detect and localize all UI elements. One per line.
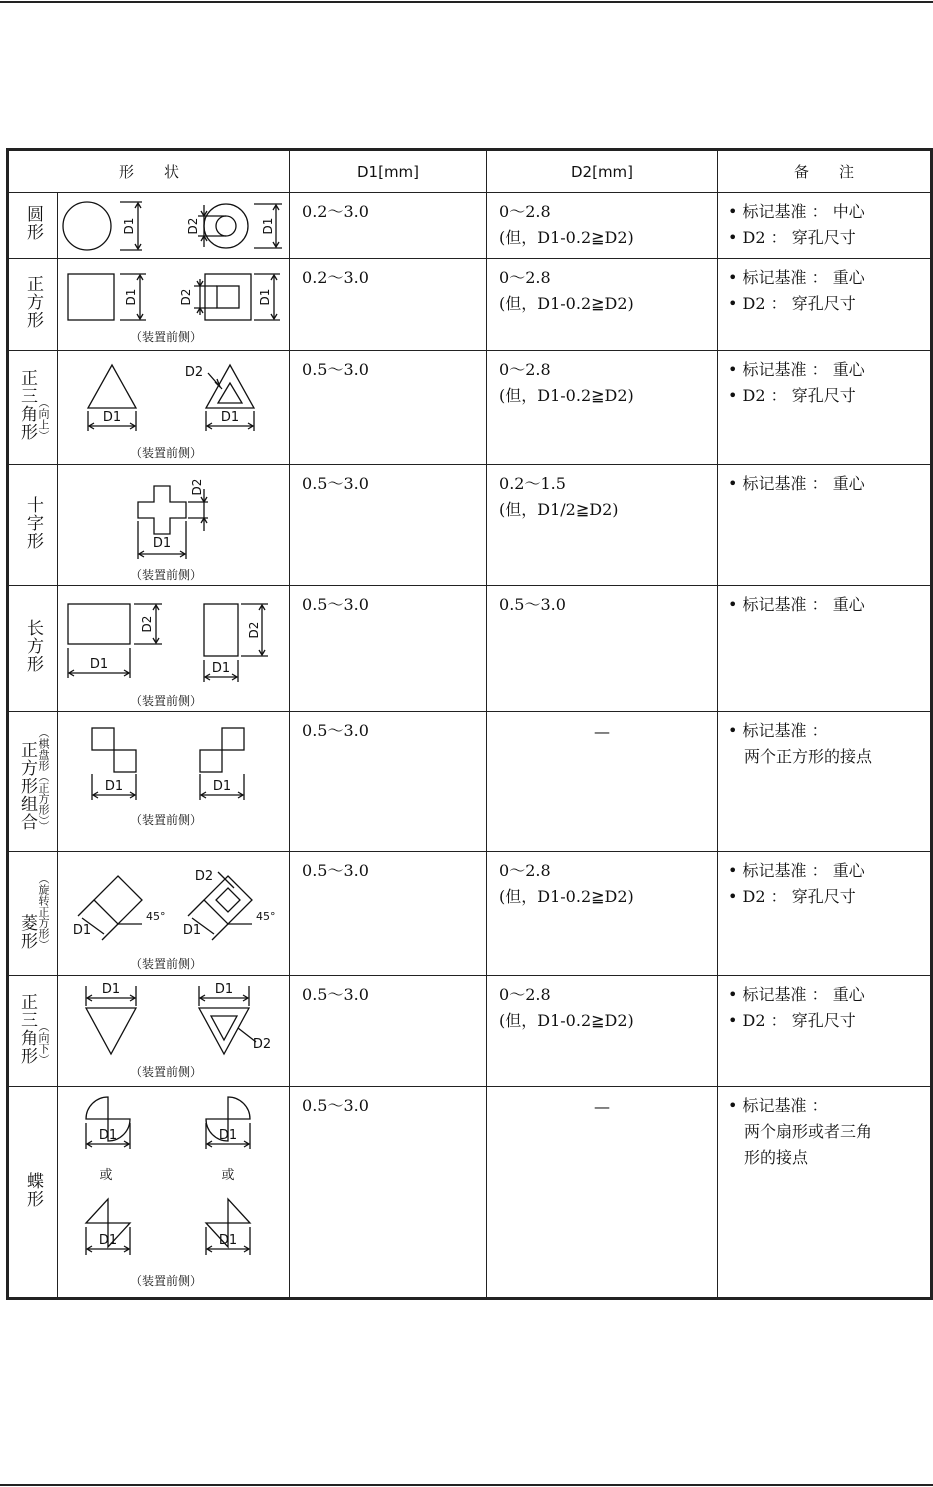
header-d1: D1[mm] xyxy=(290,150,487,193)
svg-text:D1: D1 xyxy=(102,410,122,425)
svg-text:D2: D2 xyxy=(179,288,193,306)
svg-text:45°: 45° xyxy=(146,910,166,923)
table-row xyxy=(8,259,932,351)
d1-range: 0.5～3.0 xyxy=(290,465,487,586)
shape-name: 长方形 xyxy=(8,586,58,712)
header-shape: 形 状 xyxy=(8,150,290,193)
svg-text:45°: 45° xyxy=(256,910,276,923)
d2-range: 0～2.8 (但，D1-0.2≧D2) xyxy=(487,193,718,259)
shape-name: 正三角形（向下） xyxy=(8,976,58,1087)
shape-figure-triangle-up xyxy=(58,351,290,465)
svg-text:D2: D2 xyxy=(194,869,214,884)
shape-name: 十字形 xyxy=(8,465,58,586)
remarks: • 标记基准 ： 中心 • D2 ： 穿孔尺寸 xyxy=(718,193,932,259)
d2-range: — xyxy=(487,1087,718,1299)
d2-range: — xyxy=(487,712,718,852)
svg-text:D1: D1 xyxy=(218,1233,238,1248)
shape-figure-triangle-down xyxy=(58,976,290,1087)
shape-name: 正三角形（向上） xyxy=(8,351,58,465)
d1-range: 0.5～3.0 xyxy=(290,712,487,852)
d1-range: 0.2～3.0 xyxy=(290,259,487,351)
d1-range: 0.5～3.0 xyxy=(290,852,487,976)
svg-text:D2: D2 xyxy=(140,615,154,633)
shape-figure-cross xyxy=(58,465,290,586)
svg-text:D2: D2 xyxy=(184,365,204,380)
svg-text:或: 或 xyxy=(99,1168,113,1183)
svg-text:（装置前侧）: （装置前侧） xyxy=(129,694,203,708)
d2-range: 0～2.8 (但，D1-0.2≧D2) xyxy=(487,852,718,976)
shape-name: 蝶形 xyxy=(8,1087,58,1299)
table-row xyxy=(8,586,932,712)
remarks: • 标记基准 ： 重心 • D2 ： 穿孔尺寸 xyxy=(718,259,932,351)
header-note: 备 注 xyxy=(718,150,932,193)
svg-text:D1: D1 xyxy=(211,661,231,676)
table-row xyxy=(8,351,932,465)
svg-text:D1: D1 xyxy=(152,536,172,551)
svg-text:D1: D1 xyxy=(98,1128,118,1143)
svg-text:（装置前侧）: （装置前侧） xyxy=(129,1274,203,1288)
svg-text:D2: D2 xyxy=(247,621,261,639)
shape-name: 正方形 xyxy=(8,259,58,351)
shape-figure-square xyxy=(58,259,290,351)
table-row xyxy=(8,976,932,1087)
shape-figure-butterfly xyxy=(58,1087,290,1299)
shape-name: 菱形（旋转正方形） xyxy=(8,852,58,976)
d1-range: 0.5～3.0 xyxy=(290,976,487,1087)
svg-text:D1: D1 xyxy=(124,288,138,306)
svg-text:D1: D1 xyxy=(104,779,124,794)
d2-range: 0～2.8 (但，D1-0.2≧D2) xyxy=(487,351,718,465)
d2-range: 0.5～3.0 xyxy=(487,586,718,712)
svg-text:D1: D1 xyxy=(261,217,275,235)
svg-text:D1: D1 xyxy=(218,1128,238,1143)
remarks: • 标记基准 ： 重心 xyxy=(718,586,932,712)
svg-text:D2: D2 xyxy=(252,1037,272,1052)
svg-text:D1: D1 xyxy=(182,923,202,938)
svg-text:（装置前侧）: （装置前侧） xyxy=(129,1065,203,1079)
svg-text:（装置前侧）: （装置前侧） xyxy=(129,813,203,827)
svg-text:D2: D2 xyxy=(186,217,200,235)
svg-text:D1: D1 xyxy=(220,410,240,425)
svg-text:D1: D1 xyxy=(212,779,232,794)
shape-figure-circle xyxy=(58,193,290,259)
remarks: • 标记基准 ： 重心 • D2 ： 穿孔尺寸 xyxy=(718,351,932,465)
svg-text:D1: D1 xyxy=(89,657,109,672)
shape-name: 圆形 xyxy=(8,193,58,259)
shape-name: 正方形组合（棋盘形（正方形）） xyxy=(8,712,58,852)
svg-text:D1: D1 xyxy=(72,923,92,938)
svg-text:D1: D1 xyxy=(98,1233,118,1248)
top-rule xyxy=(0,1,933,3)
svg-text:D1: D1 xyxy=(258,288,272,306)
svg-text:D1: D1 xyxy=(214,982,234,997)
remarks: • 标记基准 ： 重心 • D2 ： 穿孔尺寸 xyxy=(718,852,932,976)
svg-text:D2: D2 xyxy=(190,478,204,496)
svg-text:（装置前侧）: （装置前侧） xyxy=(129,957,203,971)
table-row xyxy=(8,465,932,586)
shape-figure-rectangle xyxy=(58,586,290,712)
d2-range: 0～2.8 (但，D1-0.2≧D2) xyxy=(487,259,718,351)
mark-shape-table xyxy=(6,148,933,1300)
remarks: • 标记基准 ： 两个扇形或者三角 形的接点 xyxy=(718,1087,932,1299)
svg-text:（装置前侧）: （装置前侧） xyxy=(129,568,203,582)
svg-text:D1: D1 xyxy=(101,982,121,997)
table-row xyxy=(8,1087,932,1299)
d1-range: 0.5～3.0 xyxy=(290,351,487,465)
remarks: • 标记基准 ： 重心 xyxy=(718,465,932,586)
svg-text:（装置前侧）: （装置前侧） xyxy=(129,446,203,460)
d2-range: 0～2.8 (但，D1-0.2≧D2) xyxy=(487,976,718,1087)
shape-figure-rhombus xyxy=(58,852,290,976)
header-d2: D2[mm] xyxy=(487,150,718,193)
header-row xyxy=(8,150,932,193)
svg-text:D1: D1 xyxy=(122,217,136,235)
table-row xyxy=(8,852,932,976)
d1-range: 0.2～3.0 xyxy=(290,193,487,259)
d1-range: 0.5～3.0 xyxy=(290,586,487,712)
d2-range: 0.2～1.5 (但，D1/2≧D2) xyxy=(487,465,718,586)
shape-figure-checkerboard xyxy=(58,712,290,852)
svg-text:或: 或 xyxy=(221,1168,235,1183)
table-row xyxy=(8,712,932,852)
d1-range: 0.5～3.0 xyxy=(290,1087,487,1299)
remarks: • 标记基准 ： 两个正方形的接点 xyxy=(718,712,932,852)
svg-text:（装置前侧）: （装置前侧） xyxy=(129,330,203,344)
bottom-rule xyxy=(0,1484,933,1486)
remarks: • 标记基准 ： 重心 • D2 ： 穿孔尺寸 xyxy=(718,976,932,1087)
table-row xyxy=(8,193,932,259)
